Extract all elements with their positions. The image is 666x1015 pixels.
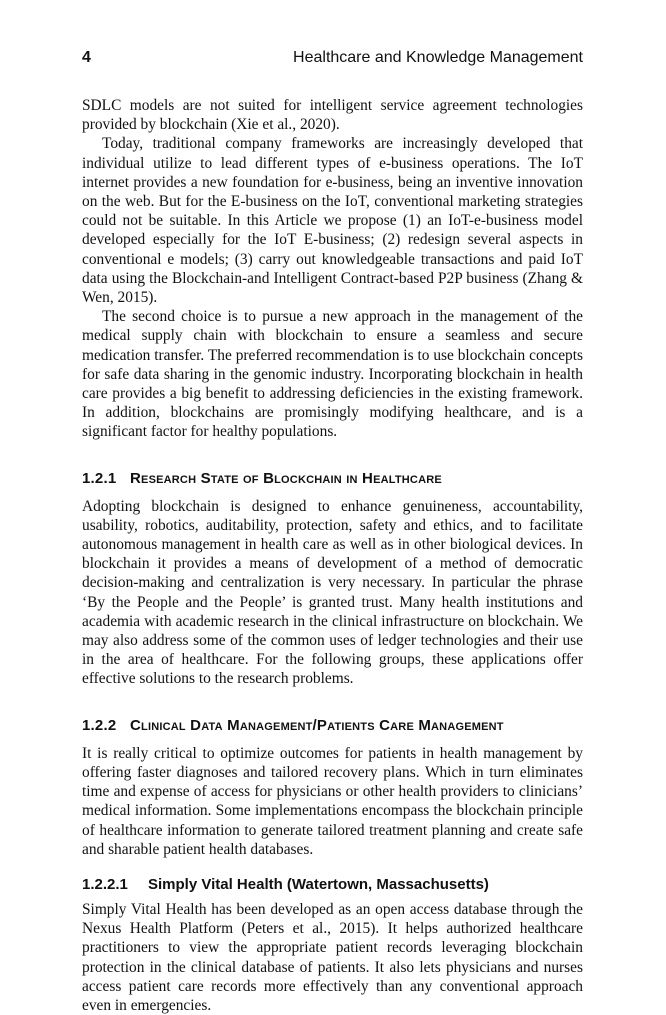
iot-ebusiness-paragraph: Today, traditional company frameworks are increasingly developed that individual utilize to lead different types of e-business operations. The IoT internet provides a new foundation for e-business, being an inventive innovation on the web. But for the E-business on the IoT, conventional marketing strategies could not be suitable. In this Article we propose (1) an IoT-e-business model developed especially for the IoT E-business; (2) redesign several aspects in conventional e models; (3) carry out knowledgeable transactions and paid IoT data using the Blockchain-and Intelligent Contract-based P2P business (Zhang & Wen, 2015). [82, 135, 583, 307]
subsection-title: Simply Vital Health (Watertown, Massachusetts) [148, 875, 489, 893]
clinical-data-paragraph: It is really critical to optimize outcomes for patients in health management by offering faster diagnoses and tailored recovery plans. Which in turn eliminates time and expense of access for physicians or other health providers to clinicians’ medical information. Some implementations encompass the blockchain principle of healthcare information to generate tailored treatment planning and create safe and sharable patient health databases. [82, 744, 583, 858]
section-number: 1.2.1 [82, 469, 117, 487]
subsection-number: 1.2.2.1 [82, 875, 128, 893]
section-title: Clinical Data Management/Patients Care Management [130, 716, 504, 734]
running-header [82, 49, 583, 69]
simply-vital-health-paragraph: Simply Vital Health has been developed as an open access database through the Nexus Health Platform (Peters et al., 2015). It helps authorized healthcare practitioners to view the appropriate patient records leveraging blockchain protection in the clinical database of patients. It also lets physicians and nurses access patient care records more effectively than any conventional approach even in emergencies. [82, 900, 583, 1014]
section-number: 1.2.2 [82, 716, 117, 734]
subsection-heading-1-2-2-1 [82, 876, 583, 893]
research-state-paragraph: Adopting blockchain is designed to enhance genuineness, accountability, usability, robotics, auditability, protection, safety and ethics, and to facilitate autonomous management in health care as well as in other biological devices. In blockchain it provides a means of development of a method of democratic decision-making and centralization is very necessary. In particular the phrase ‘By the People and the People’ is granted trust. Many health institutions and academia with academic research in the clinical infrastructure on blockchain. We may also address some of the common uses of ledger technologies and their use in the area of healthcare. For the following groups, these applications offer effective solutions to the research problems. [82, 497, 583, 688]
section-heading-1-2-2 [82, 717, 583, 734]
section-heading-1-2-1 [82, 470, 583, 487]
opening-paragraph: SDLC models are not suited for intelligent service agreement technologies provided by blockchain (Xie et al., 2020). [82, 97, 583, 134]
page-number: 4 [82, 49, 91, 66]
running-title: Healthcare and Knowledge Management [293, 49, 583, 66]
main-text [82, 96, 583, 1015]
medical-supply-chain-paragraph: The second choice is to pursue a new approach in the management of the medical supply chain with blockchain to ensure a seamless and secure medication transfer. The preferred recommendation is to use blockchain concepts for safe data sharing in the genomic industry. Incorporating blockchain in health care provides a big benefit to addressing deficiencies in the existing framework. In addition, blockchains are promisingly modifying healthcare, and is a significant factor for healthy populations. [82, 308, 583, 441]
section-title: Research State of Blockchain in Healthcare [130, 469, 442, 487]
